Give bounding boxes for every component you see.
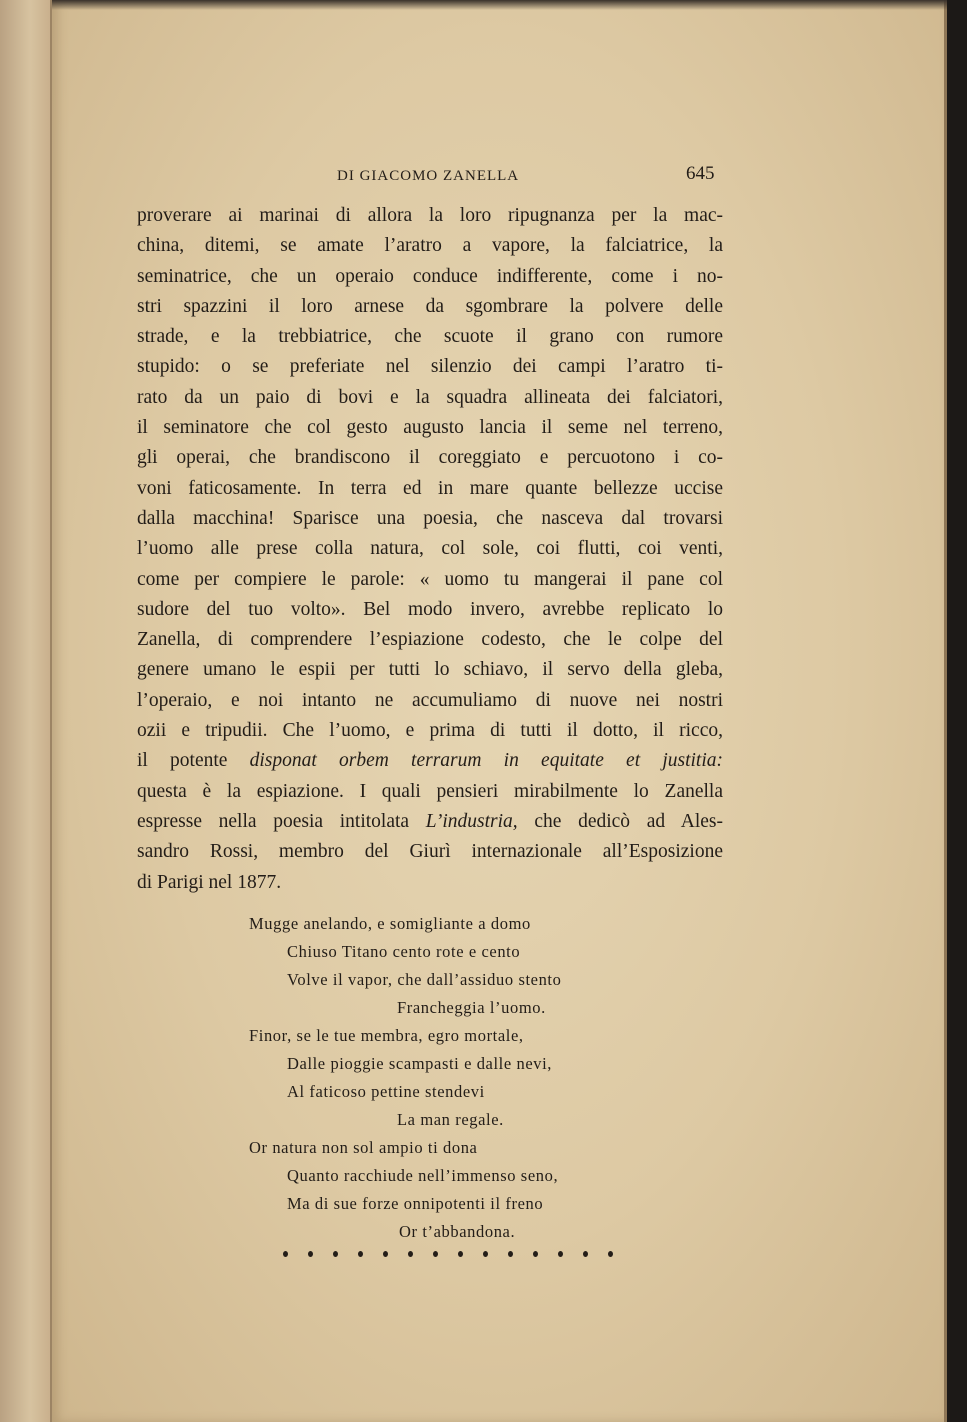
text-line: stupido: o se preferiate nel silenzio dei campi l’aratro ti-: [137, 356, 723, 378]
text-line: l’uomo alle prese colla natura, col sole, coi flutti, coi venti,: [137, 538, 723, 560]
verse-line: Al faticoso pettine stendevi: [287, 1082, 485, 1101]
dot: [558, 1251, 563, 1257]
top-shadow: [52, 0, 947, 10]
text-line: china, ditemi, se amate l’aratro a vapore, la falciatrice, la: [137, 235, 723, 257]
text-line: come per compiere le parole: « uomo tu mangerai il pane col: [137, 568, 723, 590]
dot: [608, 1251, 613, 1257]
text-line: strade, e la trebbiatrice, che scuote il grano con rumore: [137, 326, 723, 348]
text-line-last: di Parigi nel 1877.: [137, 871, 282, 893]
text-line: proverare ai marinai di allora la loro ripugnanza per la mac-: [137, 205, 723, 226]
dot: [383, 1251, 388, 1257]
text-line: il seminatore che col gesto augusto lancia il seme nel terreno,: [137, 417, 723, 439]
dot: [533, 1251, 538, 1257]
verse-line-short: Or t’abbandona.: [399, 1222, 516, 1241]
text-line: gli operai, che brandiscono il coreggiato e percuotono i co-: [137, 447, 723, 469]
verse-line: Quanto racchiude nell’immenso seno,: [287, 1166, 559, 1185]
text-line: Zanella, di comprendere l’espiazione codesto, che le colpe del: [137, 629, 723, 651]
page-number: 645: [686, 163, 715, 184]
dot: [358, 1251, 363, 1257]
poem-excerpt: [0, 910, 967, 1240]
prose-paragraph: [137, 201, 723, 898]
text-line: l’operaio, e noi intanto ne accumuliamo di nuove nei nostri: [137, 689, 723, 711]
text-line: ozii e tripudii. Che l’uomo, e prima di tutti il dotto, il ricco,: [137, 720, 723, 742]
verse-line-short: La man regale.: [397, 1110, 504, 1129]
dot: [283, 1251, 288, 1257]
text-line: voni faticosamente. In terra ed in mare quante bellezze uccise: [137, 477, 723, 499]
text-fragment: il potente: [137, 750, 250, 772]
dot: [508, 1251, 513, 1257]
text-line: stri spazzini il loro arnese da sgombrare la polvere delle: [137, 295, 723, 317]
verse-line: Dalle pioggie scampasti e dalle nevi,: [287, 1054, 553, 1073]
text-line: rato da un paio di bovi e la squadra allineata dei falciatori,: [137, 386, 723, 408]
latin-quote: disponat orbem terrarum in equitate et justitia:: [249, 750, 723, 772]
dot: [458, 1251, 463, 1257]
omission-dots: [283, 1251, 613, 1257]
dot: [333, 1251, 338, 1257]
dot: [408, 1251, 413, 1257]
verse-line: Mugge anelando, e somigliante a domo: [249, 914, 531, 933]
text-line: sandro Rossi, membro del Giurì internazionale all’Esposizione: [137, 841, 723, 863]
text-line-with-title: [137, 807, 723, 837]
text-line: genere umano le espii per tutti lo schiavo, il servo della gleba,: [137, 659, 723, 681]
poem-title: L’industria,: [425, 810, 518, 832]
text-fragment: espresse nella poesia intitolata: [137, 810, 426, 832]
text-line-with-latin-quote: [137, 746, 723, 776]
text-line: sudore del tuo volto». Bel modo invero, avrebbe replicato lo: [137, 598, 723, 620]
verse-line: Finor, se le tue membra, egro mortale,: [249, 1026, 524, 1045]
dot: [433, 1251, 438, 1257]
text-line: seminatrice, che un operaio conduce indifferente, come i no-: [137, 265, 723, 287]
running-head: DI GIACOMO ZANELLA: [337, 168, 520, 184]
dot: [483, 1251, 488, 1257]
text-line: dalla macchina! Sparisce una poesia, che nasceva dal trovarsi: [137, 507, 723, 529]
verse-line: Ma di sue forze onnipotenti il freno: [287, 1194, 544, 1213]
verse-line-short: Francheggia l’uomo.: [397, 998, 546, 1017]
dot: [583, 1251, 588, 1257]
text-fragment: che dedicò ad Ales-: [517, 810, 723, 832]
verse-line: Chiuso Titano cento rote e cento: [287, 942, 521, 961]
verse-line: Volve il vapor, che dall’assiduo stento: [287, 970, 562, 989]
dot: [308, 1251, 313, 1257]
verse-line: Or natura non sol ampio ti dona: [249, 1138, 478, 1157]
text-line: questa è la espiazione. I quali pensieri mirabilmente lo Zanella: [137, 780, 723, 802]
